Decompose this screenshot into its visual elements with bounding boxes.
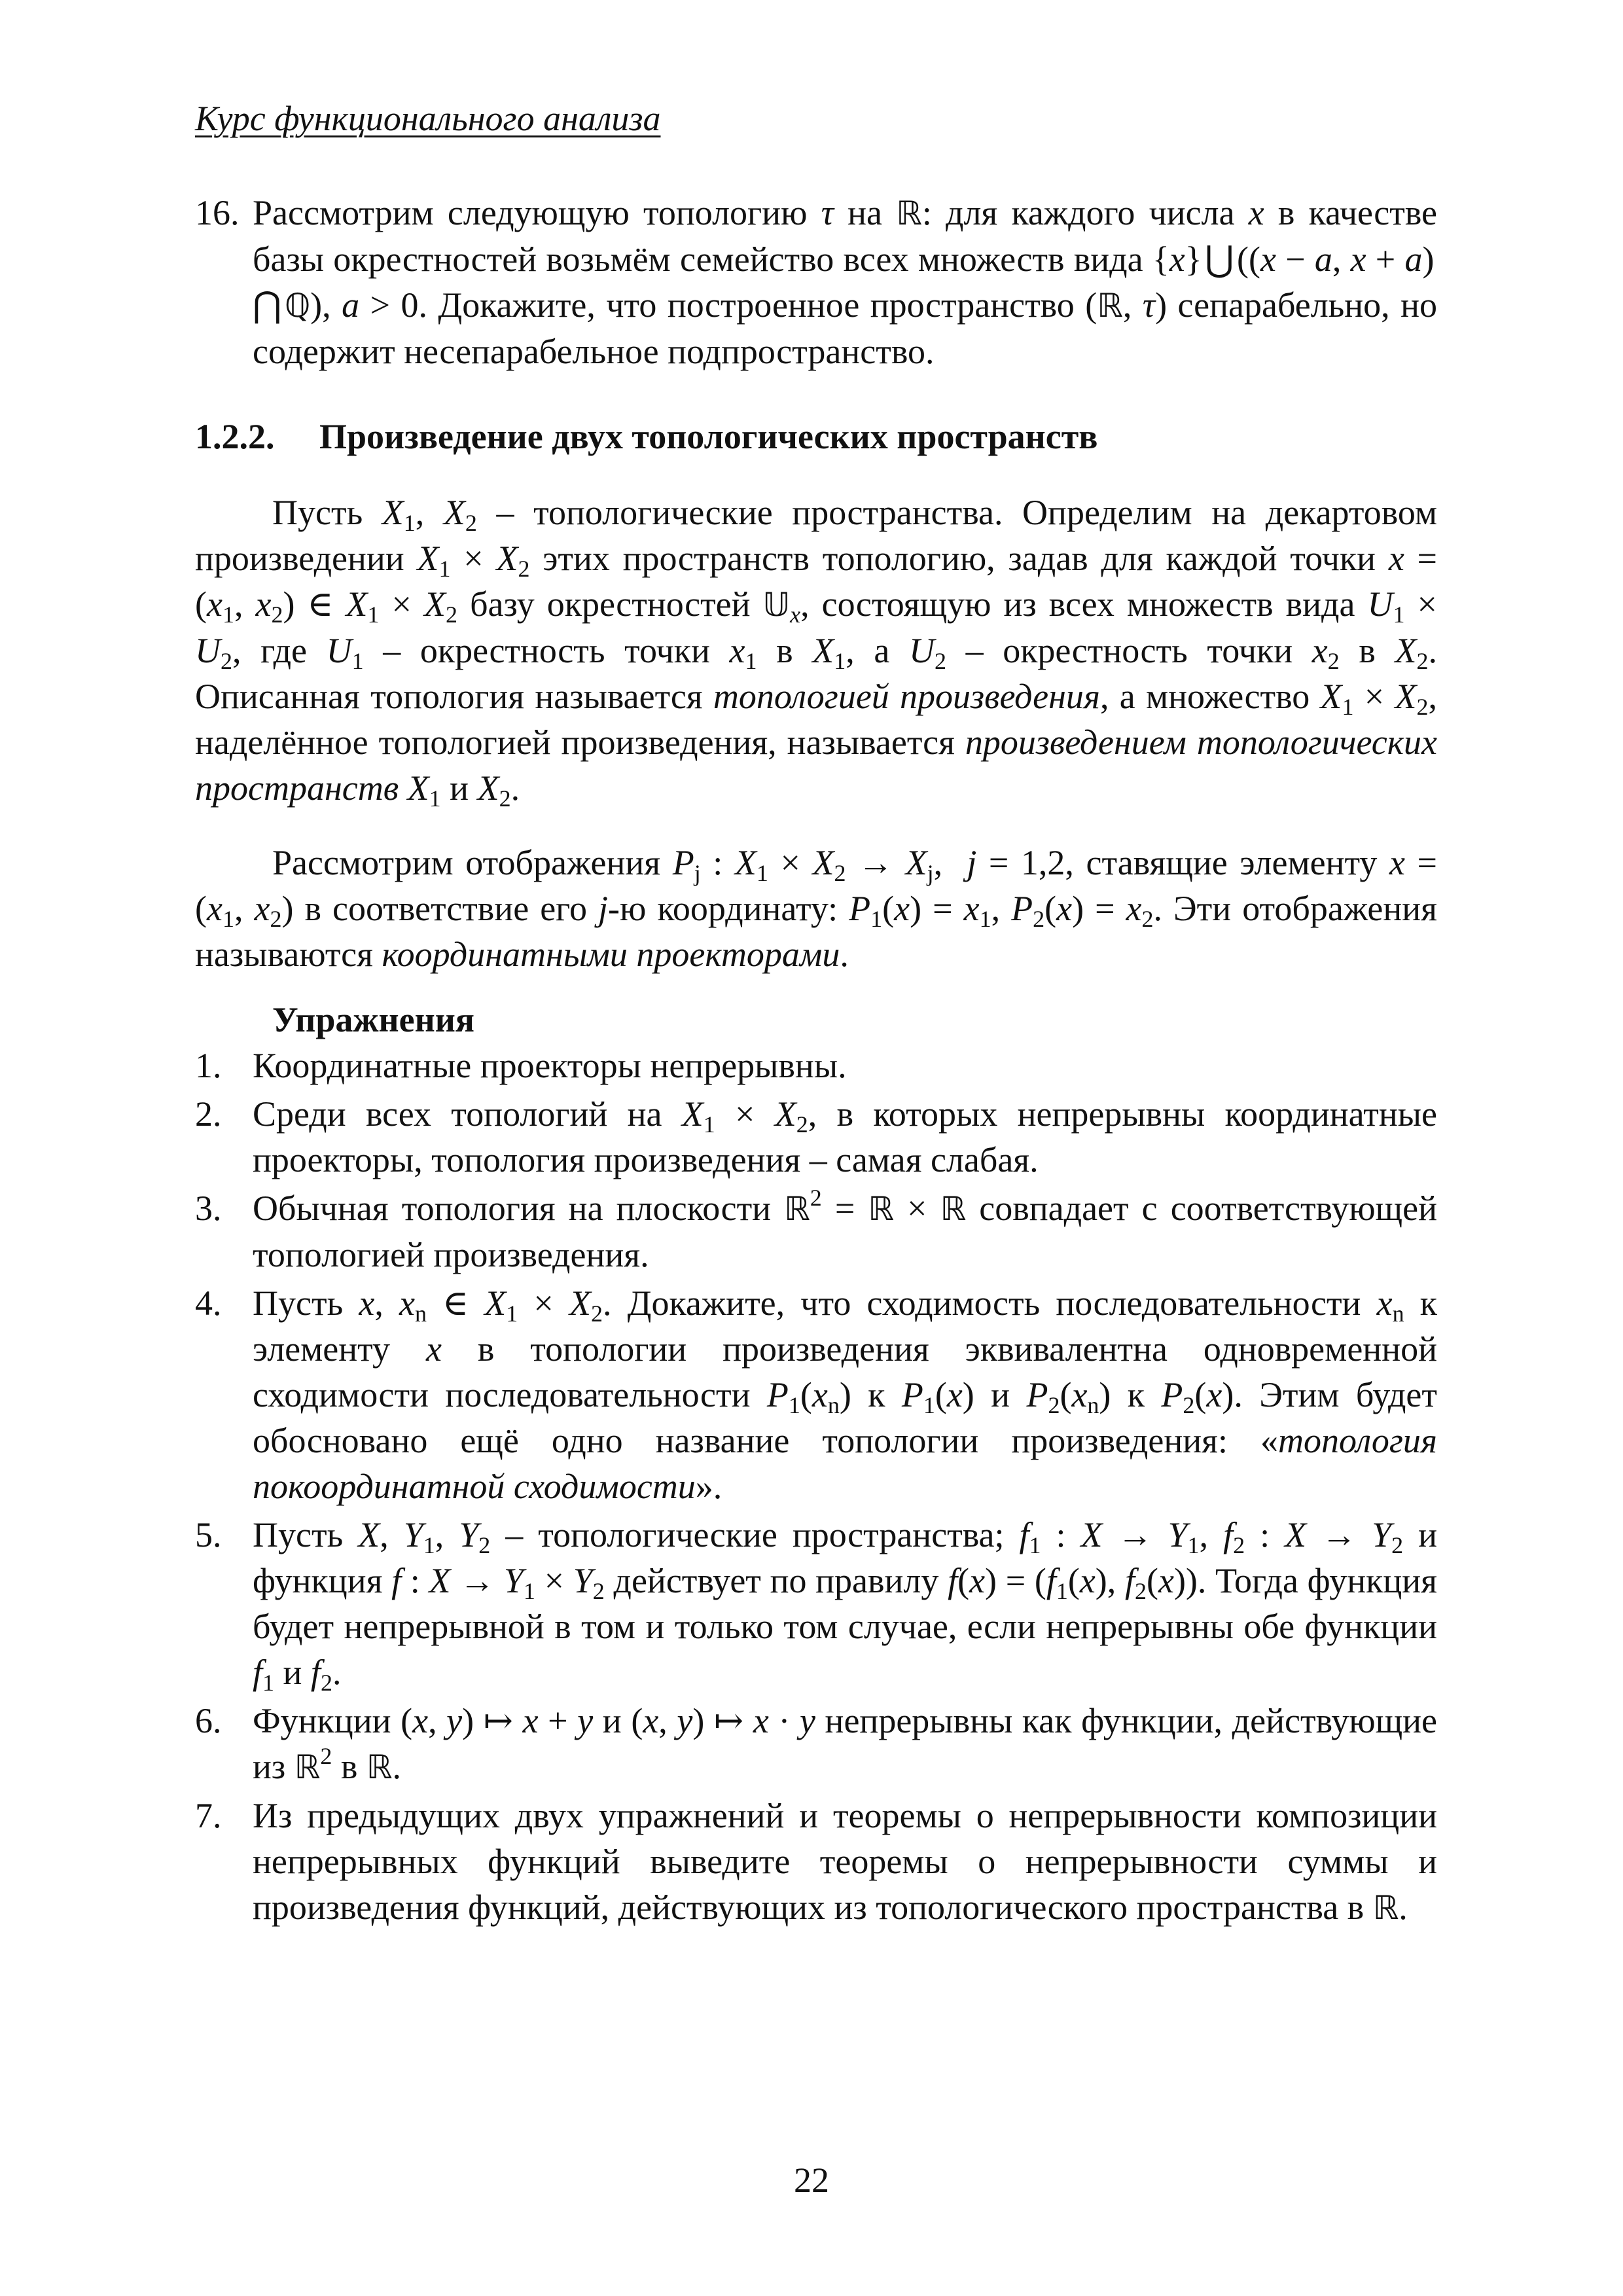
page-body: [195, 190, 1437, 1933]
exercise-3: 3. Обычная топология на плоскости ℝ$^2$ = ℝ × ℝ совпадает с соответствующей топологией произведения.: [195, 1185, 1437, 1274]
exercise-16: [195, 190, 1437, 374]
term-product-topology: топологией произведения: [713, 677, 1100, 716]
section-number: 1.2.2.: [195, 417, 275, 456]
term-product-of-spaces: произведением топологических пространств: [195, 723, 1437, 808]
exercise-2: 2. Среди всех топологий на $X_1 \times X_2$, в которых непрерывны координатные проекторы, топология произведения – самая слабая.: [195, 1094, 1437, 1179]
exercise-7: 7. Из предыдущих двух упражнений и теоремы о непрерывности композиции непрерывных функций выведите теоремы о непрерывности суммы и произведения функций, действующих из топологического пространства в ℝ.: [195, 1796, 1437, 1927]
page-number: 22: [794, 2161, 829, 2200]
paragraph-projectors: Рассмотрим отображения $P_j$ : $X_1 \times X_2 \to X_j$, j = 1,2, ставящие элементу $x = (x_1$, $x_2$) в соответствие его j-ю координату: $P_1(x) = x_1$, $P_2(x) = x_2$. Эти отображения называются координатными проекторами.: [195, 843, 1438, 974]
exercise-6: 6. Функции (x, y) ↦ x + y и (x, y) ↦ x · y непрерывны как функции, действующие из ℝ$^2$ в ℝ.: [195, 1701, 1438, 1786]
exercise-1: 1. Координатные проекторы непрерывны.: [195, 1046, 847, 1085]
term-coordinatewise-convergence: топология покоординатной сходимости: [253, 1421, 1437, 1506]
term-coordinate-projectors: координатными проекторами: [382, 935, 840, 974]
running-title: Курс функционального анализа: [195, 99, 661, 138]
exercise-5: 5. Пусть X, $Y_1$, $Y_2$ – топологические пространства; $f_1$ : $X \to Y_1$, $f_2$ : $X \to Y_2$ и функция f : $X \to Y_1 \times Y_2$ действует по правилу $f(x) = (f_1(x)$, $f_2(x)$). Тогда функция будет непрерывной в том и только том случае, если непрерывны обе функции $f_1$ и $f_2$.: [195, 1515, 1438, 1696]
exercise-4: 4. Пусть x, $x_n$ ∈ $X_1 \times X_2$. Докажите, что сходимость последовательности $x_n$ к элементу x в топологии произведения эквивалентна одновременной сходимости последовательности $P_1(x_n)$ к $P_1(x)$ и $P_2(x_n)$ к $P_2(x)$. Этим будет обосновано ещё одно название топологии произведения: «топология покоординатной сходимости».: [195, 1283, 1437, 1506]
section-title: Произведение двух топологических пространств: [319, 417, 1098, 456]
exercise-number: 16.: [195, 193, 240, 232]
exercises-heading: Упражнения: [272, 1000, 475, 1039]
exercise-text: Рассмотрим следующую топологию τ на ℝ: для каждого числа x в качестве базы окрестностей возьмём семейство всех множеств вида {x} ⋃ ((x − a, x + a) ⋂ ℚ), a > 0. Докажите, что построенное пространство (ℝ, τ) сепарабельно, но содержит несепарабельное подпространство.: [253, 193, 1438, 371]
paragraph-product-topology: Пусть $X_1$, $X_2$ – топологические пространства. Определим на декартовом произведении $X_1 \times X_2$ этих пространств топологию, задав для каждой точки $x = (x_1$, $x_2$) ∈ $X_1 \times X_2$ базу окрестностей 𝕌$_x$, состоящую из всех множеств вида $U_1 \times U_2$, где $U_1$ – окрестность точки $x_1$ в $X_1$, а $U_2$ – окрестность точки $x_2$ в $X_2$. Описанная топология называется топологией произведения, а множество $X_1 \times X_2$, наделённое топологией произведения, называется произведением топологических пространств $X_1$ и $X_2$.: [195, 493, 1438, 812]
section-heading: [195, 414, 1437, 459]
